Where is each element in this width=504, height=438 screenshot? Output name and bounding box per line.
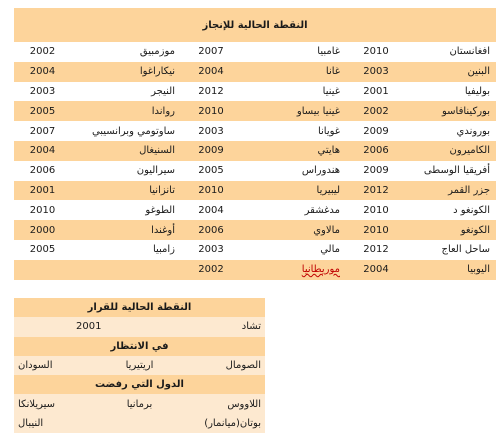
refused-header: الدول التي رفضت [14, 375, 265, 394]
year-cell: 2006 [29, 165, 56, 177]
country-cell: موزمبيق [139, 46, 175, 58]
table-row [14, 356, 265, 375]
table-title: النقطة الحالية للإنجاز [14, 8, 496, 42]
year-cell: 2009 [363, 125, 389, 137]
country-cell: ساوتومي وبرانسيبي [91, 125, 175, 137]
year-cell: 2012 [363, 244, 389, 256]
country-cell: غانا [241, 62, 346, 82]
table-row [14, 101, 496, 121]
country-cell: مالاوي [241, 220, 346, 240]
table-row [14, 82, 496, 102]
table-row [14, 317, 265, 336]
country-cell: نيكاراغوا [71, 62, 181, 82]
country-cell: بوليفيا [464, 85, 490, 97]
year-cell: 2012 [346, 181, 406, 201]
year-cell: 2005 [14, 101, 71, 121]
country-cell: اريتيريا [98, 356, 181, 375]
country-cell: افغانستان [449, 46, 490, 58]
table-row [14, 42, 496, 62]
country-cell: زامبيا [152, 244, 175, 256]
country-cell: سيراليون [136, 165, 175, 177]
table-row [14, 200, 496, 220]
year-cell: 2005 [198, 165, 224, 177]
country-cell: مدغشقر [304, 204, 340, 216]
year-cell: 2007 [29, 125, 56, 137]
decision-point-table [14, 298, 265, 433]
country-cell: السنيغال [71, 141, 181, 161]
country-cell [98, 414, 181, 433]
year-cell: 2004 [198, 204, 224, 216]
year-cell: 2003 [29, 85, 56, 97]
year-cell [14, 260, 71, 280]
country-cell: بوركينافاسو [406, 101, 496, 121]
country-cell: الطوغو [145, 204, 175, 216]
country-cell: هندوراس [301, 165, 340, 177]
country-cell: ليبيريا [241, 181, 346, 201]
country-cell: موريطانيا [241, 260, 346, 280]
table-row [14, 62, 496, 82]
year-cell: 2006 [181, 220, 241, 240]
country-cell: اللاووس [181, 394, 265, 413]
year-cell: 2010 [346, 220, 406, 240]
country-cell: أوغندا [71, 220, 181, 240]
table-row [14, 394, 265, 413]
year-cell: 2009 [363, 165, 389, 177]
year-cell: 2002 [29, 46, 56, 58]
year-cell: 2010 [363, 46, 389, 58]
table-row [14, 414, 265, 433]
table-row [14, 240, 496, 260]
year-cell: 2004 [181, 62, 241, 82]
waiting-header: في الانتظار [14, 337, 265, 356]
country-cell: النيبال [14, 414, 98, 433]
year-cell: 2004 [346, 260, 406, 280]
country-cell: غويانا [317, 125, 340, 137]
country-cell: بوروندي [456, 125, 490, 137]
year-cell: 2004 [14, 62, 71, 82]
refused-header-row [14, 375, 265, 394]
table-row [14, 220, 496, 240]
country-cell: جزر القمر [406, 181, 496, 201]
table-row [14, 121, 496, 141]
country-cell: غينيا بيساو [241, 101, 346, 121]
table-row [14, 141, 496, 161]
year-cell: 2006 [346, 141, 406, 161]
country-cell: رواندا [71, 101, 181, 121]
country-cell: سيريلانكا [14, 394, 98, 413]
country-cell: هايتي [241, 141, 346, 161]
year-cell: 2003 [198, 125, 224, 137]
year-cell: 2012 [198, 85, 224, 97]
country-cell: تانزانيا [71, 181, 181, 201]
waiting-header-row [14, 337, 265, 356]
country-cell: البنين [406, 62, 496, 82]
year-cell: 2010 [181, 181, 241, 201]
country-cell: أفريقيا الوسطى [423, 165, 490, 177]
year-cell: 2007 [198, 46, 224, 58]
year-cell: 2002 [346, 101, 406, 121]
table-row [14, 181, 496, 201]
country-cell: الكونغو [406, 220, 496, 240]
decision-header: النقطة الحالية للقرار [14, 298, 265, 317]
year-cell: 2001 [14, 181, 71, 201]
year-cell: 2003 [198, 244, 224, 256]
decision-header-row [14, 298, 265, 317]
year-cell: 2000 [14, 220, 71, 240]
country-cell: النيجر [151, 85, 175, 97]
country-cell: مالي [320, 244, 340, 256]
year-cell: 2010 [181, 101, 241, 121]
year-cell: 2001 [14, 317, 181, 336]
country-cell [71, 260, 181, 280]
country-cell: غينيا [322, 85, 340, 97]
country-cell: بوتان(ميانمار) [181, 414, 265, 433]
country-cell: الكونغو د [453, 204, 490, 216]
country-cell: الكاميرون [406, 141, 496, 161]
country-cell: ساحل العاج [441, 244, 490, 256]
country-cell: السودان [14, 356, 98, 375]
year-cell: 2004 [14, 141, 71, 161]
year-cell: 2009 [181, 141, 241, 161]
country-cell: اليوبيا [406, 260, 496, 280]
country-cell: تشاد [181, 317, 265, 336]
country-cell: غامبيا [317, 46, 340, 58]
year-cell: 2010 [29, 204, 56, 216]
table-row [14, 161, 496, 181]
table-header-row [14, 8, 496, 42]
year-cell: 2010 [363, 204, 389, 216]
year-cell: 2003 [346, 62, 406, 82]
table-row [14, 260, 496, 280]
completion-point-table [14, 8, 496, 280]
country-cell: برمانيا [98, 394, 181, 413]
country-cell: الصومال [181, 356, 265, 375]
year-cell: 2005 [29, 244, 56, 256]
year-cell: 2001 [363, 85, 389, 97]
year-cell: 2002 [181, 260, 241, 280]
